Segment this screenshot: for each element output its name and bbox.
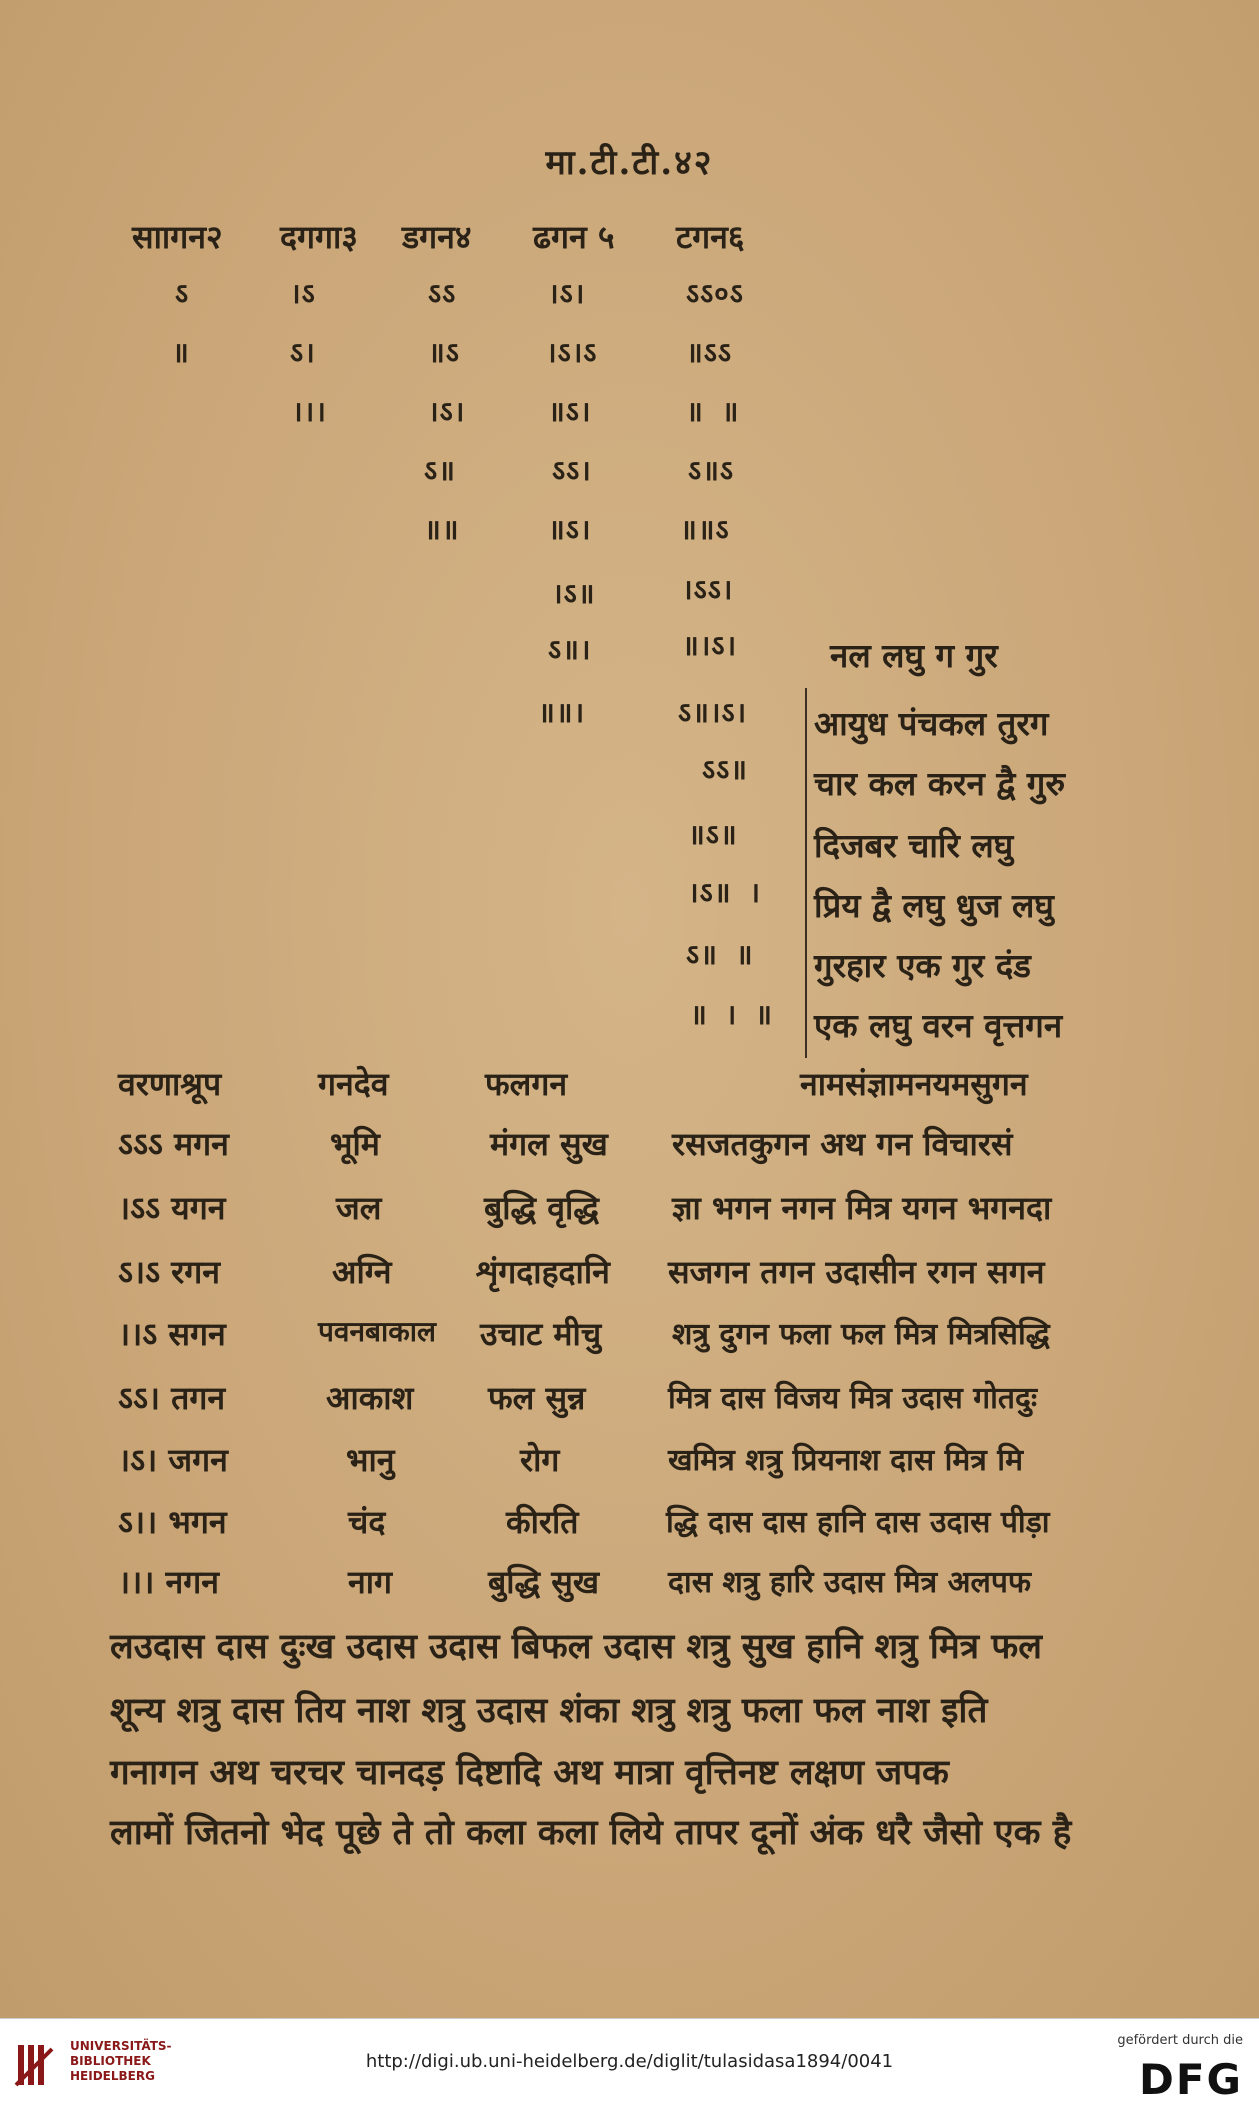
cell-result: बुद्धि सुख [488,1563,600,1601]
pattern: ।ऽ।ऽ [546,336,598,369]
paragraph-line: गनागन अथ चरचर चानदड़ दिष्टादि अथ मात्रा वृत्तिनष्ट लक्षण जपक [110,1752,949,1793]
pattern: ऽऽ। [552,454,592,487]
cell-deity: जल [336,1189,382,1227]
gana-header-2: दगगा३ [280,218,358,256]
pattern: ऽ॥।ऽ। [678,696,748,729]
pattern: ।ऽ॥ । [688,876,761,909]
pattern: ॥ऽ [428,336,460,369]
col-header-form: वरणाश्रूप [118,1065,222,1103]
sponsor-caption: gefördert durch die [1117,2033,1243,2048]
cell-result: शृंगदाहदानि [476,1253,610,1291]
pattern: ॥ऽ॥ [688,818,738,851]
gana-header-1: साागन२ [132,218,223,256]
pattern: ऽ॥ [424,454,456,487]
cell-result: उचाट मीचु [480,1315,602,1353]
pattern: ऽ॥ ॥ [686,938,754,971]
cell-result: मंगल सुख [490,1125,608,1163]
side-line: एक लघु वरन वृत्तगन [814,1006,1063,1045]
cell-form: ।।। नगन [118,1563,220,1601]
cell-form: ।।ऽ सगन [118,1315,226,1353]
cell-deity: पवनबाकाल [318,1315,436,1348]
pattern: ॥ । ॥ [690,998,773,1031]
pattern: ।ऽ [290,277,316,310]
pattern: ॥ऽ। [548,513,592,546]
pattern: ।ऽ॥ [552,577,596,610]
gana-header-5: टगन६ [676,218,745,256]
pattern: ॥॥ [424,513,460,546]
cell-form: ऽ।ऽ रगन [118,1253,221,1291]
pattern: ऽऽ॥ [702,753,748,786]
col-header-result: फलगन [485,1065,568,1103]
col-header-note: नामसंज्ञामनयमसुगन [800,1065,1028,1103]
cell-deity: चंद [348,1503,386,1541]
pattern: ऽऽ [428,277,457,310]
document-url[interactable]: http://digi.ub.uni-heidelberg.de/diglit/tulasidasa1894/0041 [365,2051,894,2072]
paragraph-line: लामों जितनो भेद पूछे ते तो कला कला लिये तापर दूनों अंक धरै जैसो एक है [110,1812,1072,1853]
pattern: ॥ ॥ [686,395,740,428]
pattern: ॥ऽ। [548,395,592,428]
cell-note: शत्रु दुगन फला फल मित्र मित्रसिद्धि [672,1317,1050,1352]
cell-result: रोग [520,1441,560,1479]
cell-deity: आकाश [326,1379,414,1417]
paragraph-line: लउदास दास दुःख उदास उदास बिफल उदास शत्रु सुख हानि शत्रु मित्र फल [110,1626,1042,1667]
library-name-line: BIBLIOTHEK [70,2054,151,2068]
dfg-logo: DFG [1138,2055,1243,2104]
pattern: ॥॥। [538,696,586,729]
cell-result: फल सुन्न [488,1379,586,1417]
viewer-footer [0,2018,1259,2110]
side-divider [805,688,807,1058]
pattern: ऽ। [290,336,316,369]
gana-header-4: ढगन ५ [533,218,615,256]
cell-note: मित्र दास विजय मित्र उदास गोतदुः [668,1381,1038,1416]
cell-note: सजगन तगन उदासीन रगन सगन [668,1253,1045,1291]
pattern: ।ऽऽ। [682,573,734,606]
pattern: ॥ऽऽ [686,336,732,369]
pattern: ऽ [175,277,190,310]
paragraph-line: शून्य शत्रु दास तिय नाश शत्रु उदास शंका शत्रु शत्रु फला फल नाश इति [110,1690,988,1731]
pattern: ॥ [172,336,190,369]
pattern: ।ऽ। [548,277,586,310]
page-header: मा.टी.टी.४२ [545,143,714,183]
cell-note: द्धि दास दास हानि दास उदास पीड़ा [666,1505,1050,1540]
cell-form: ऽ।। भगन [118,1503,227,1541]
cell-result: कीरति [506,1503,579,1541]
cell-deity: भूमि [330,1125,380,1163]
cell-form: ।ऽऽ यगन [118,1189,226,1227]
cell-deity: अग्नि [332,1253,392,1291]
cell-note: दास शत्रु हारि उदास मित्र अलपफ [668,1565,1032,1600]
side-line: दिजबर चारि लघु [814,826,1014,865]
pattern: ।।। [292,395,327,428]
cell-note: खमित्र शत्रु प्रियनाश दास मित्र मि [668,1443,1024,1478]
pattern: ।ऽ। [428,395,466,428]
cell-result: बुद्धि वृद्धि [484,1189,599,1227]
side-line: प्रिय द्वै लघु धुज लघु [814,886,1054,925]
cell-form: ऽऽ। तगन [118,1379,226,1417]
pattern: ॥।ऽ। [682,629,738,662]
side-line: आयुध पंचकल तुरग [814,704,1049,743]
cell-deity: नाग [348,1563,393,1601]
cell-form: ऽऽऽ मगन [118,1125,229,1163]
side-header: नल लघु ग गुर [830,636,998,675]
side-line: चार कल करन द्वै गुरु [814,764,1066,803]
cell-note: रसजतकुगन अथ गन विचारसं [672,1125,1013,1163]
pattern: ॥॥ऽ [680,513,730,546]
col-header-deity: गनदेव [318,1065,389,1103]
pattern: ऽ॥ऽ [688,454,734,487]
cell-note: ज्ञा भगन नगन मित्र यगन भगनदा [672,1189,1052,1227]
pattern: ऽ॥। [548,633,592,666]
side-line: गुरहार एक गुर दंड [814,946,1031,985]
cell-form: ।ऽ। जगन [118,1441,228,1479]
pattern: ऽऽ०ऽ [686,277,744,310]
library-name-line: HEIDELBERG [70,2069,155,2083]
gana-header-3: डगन४ [402,218,472,256]
cell-deity: भानु [346,1441,395,1479]
library-name-line: UNIVERSITÄTS- [70,2039,172,2053]
